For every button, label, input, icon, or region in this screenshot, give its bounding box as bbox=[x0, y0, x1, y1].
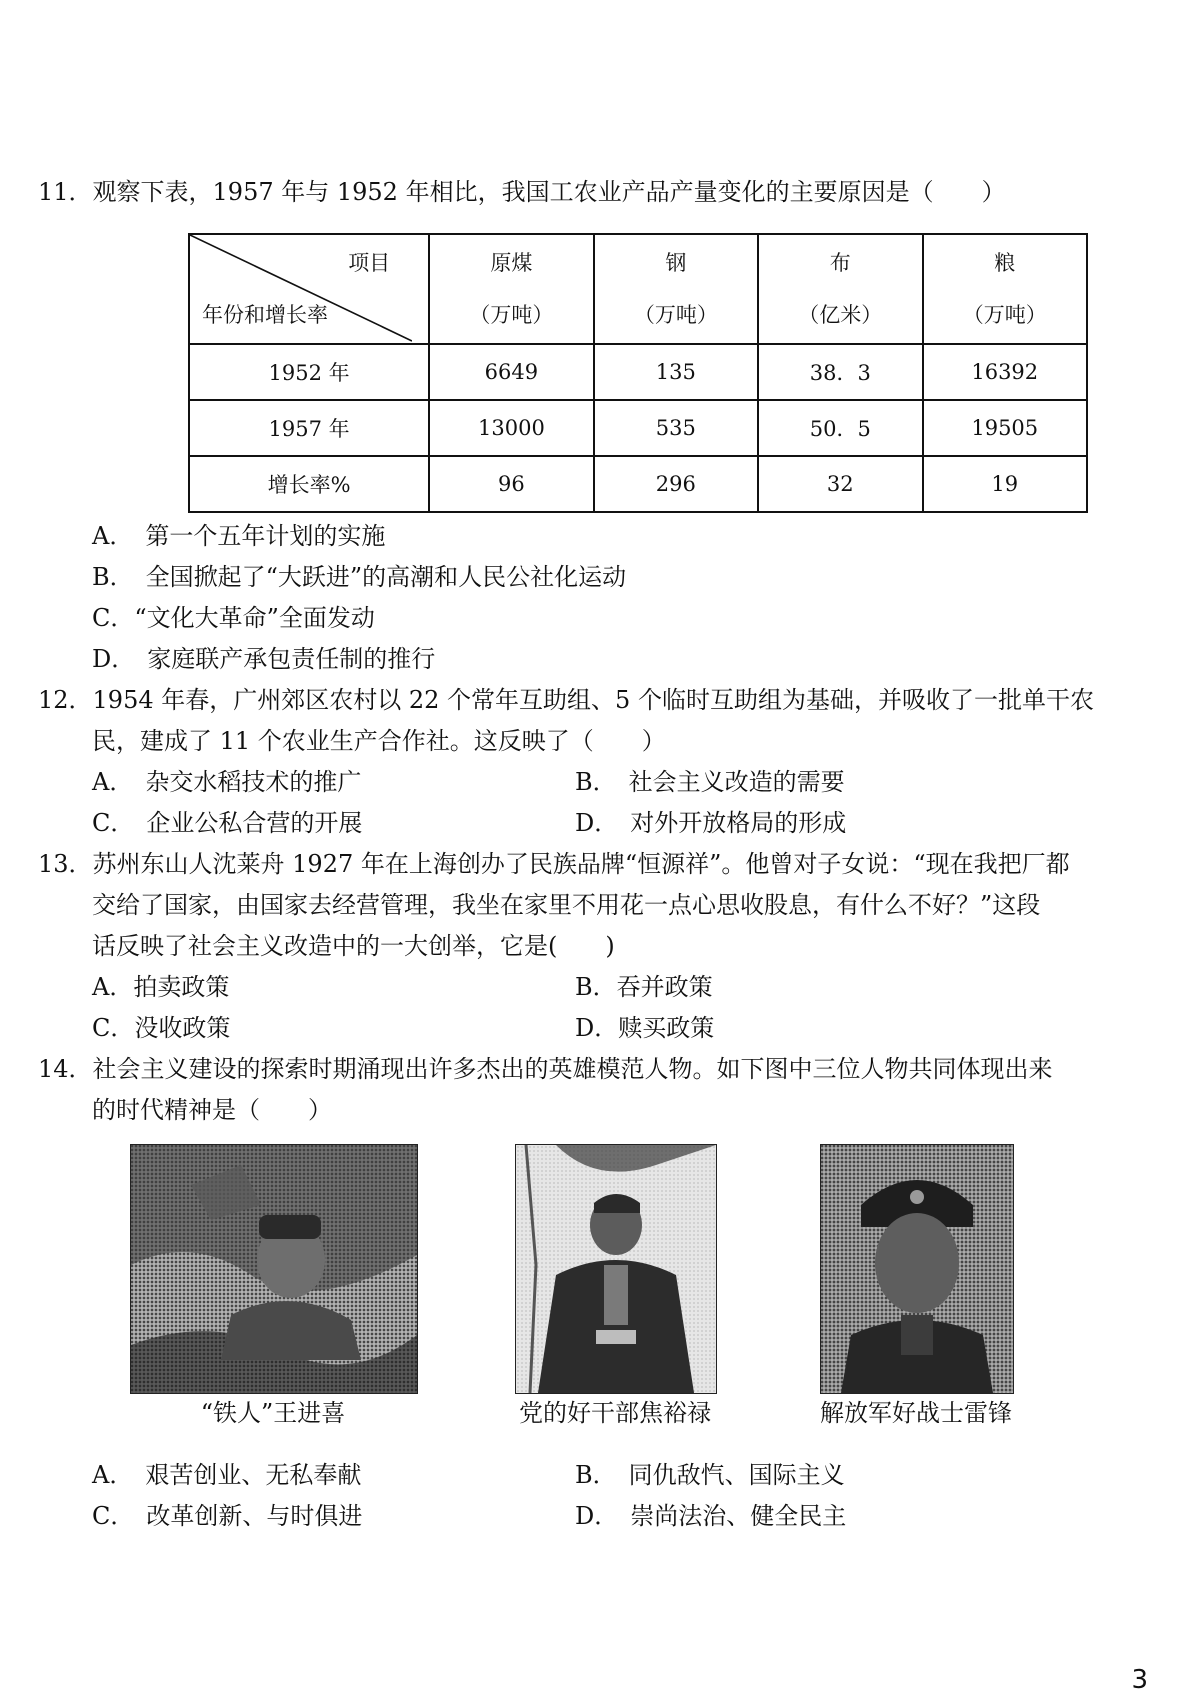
q14-option-a[interactable]: A． 艰苦创业、无私奉献 bbox=[92, 1461, 362, 1489]
table-row bbox=[189, 456, 1087, 512]
column-header: 粮 （万吨） bbox=[923, 234, 1088, 344]
corner-top-label: 项目 bbox=[348, 251, 391, 275]
column-header: 钢 （万吨） bbox=[594, 234, 758, 344]
table-cell: 19 bbox=[923, 456, 1088, 512]
q14-option-d[interactable]: D． 崇尚法治、健全民主 bbox=[575, 1502, 847, 1530]
table-cell: 535 bbox=[594, 400, 758, 456]
photo-jiao-yulu bbox=[515, 1144, 717, 1394]
q11-option-c[interactable]: C．“文化大革命”全面发动 bbox=[92, 604, 375, 632]
column-header: 布 （亿米） bbox=[758, 234, 922, 344]
q13-option-a[interactable]: A．拍卖政策 bbox=[92, 973, 230, 1001]
q11-stem: 11．观察下表，1957 年与 1952 年相比，我国工农业产品产量变化的主要原因是（ ） bbox=[38, 178, 1006, 206]
table-cell: 135 bbox=[594, 344, 758, 400]
q12-stem-line2: 民，建成了 11 个农业生产合作社。这反映了（ ） bbox=[92, 727, 666, 755]
q12-option-a[interactable]: A． 杂交水稻技术的推广 bbox=[92, 768, 362, 796]
q12-option-d[interactable]: D． 对外开放格局的形成 bbox=[575, 809, 847, 837]
table-corner-cell bbox=[189, 234, 429, 344]
q13-stem-line1: 13．苏州东山人沈莱舟 1927 年在上海创办了民族品牌“恒源祥”。他曾对子女说：“现在我把厂都 bbox=[38, 850, 1070, 878]
q14-option-b[interactable]: B． 同仇敌忾、国际主义 bbox=[575, 1461, 845, 1489]
row-label: 增长率% bbox=[189, 456, 429, 512]
q12-option-c[interactable]: C． 企业公私合营的开展 bbox=[92, 809, 363, 837]
photo-wang-jinxi bbox=[130, 1144, 418, 1394]
column-header: 原煤 （万吨） bbox=[429, 234, 593, 344]
q11-option-a[interactable]: A． 第一个五年计划的实施 bbox=[92, 522, 386, 550]
photo-lei-feng bbox=[820, 1144, 1014, 1394]
table-cell: 96 bbox=[429, 456, 593, 512]
table-cell: 16392 bbox=[923, 344, 1088, 400]
q14-stem-line2: 的时代精神是（ ） bbox=[92, 1096, 332, 1124]
q12-stem-line1: 12．1954 年春，广州郊区农村以 22 个常年互助组、5 个临时互助组为基础，并吸收了一批单干农 bbox=[38, 686, 1094, 714]
page-number: 3 bbox=[1131, 1665, 1148, 1695]
table-row bbox=[189, 400, 1087, 456]
caption-jiao-yulu: 党的好干部焦裕禄 bbox=[519, 1399, 711, 1427]
row-label: 1952 年 bbox=[189, 344, 429, 400]
table-cell: 6649 bbox=[429, 344, 593, 400]
table-cell: 50．5 bbox=[758, 400, 922, 456]
q14-option-c[interactable]: C． 改革创新、与时俱进 bbox=[92, 1502, 363, 1530]
q12-option-b[interactable]: B． 社会主义改造的需要 bbox=[575, 768, 845, 796]
caption-lei-feng: 解放军好战士雷锋 bbox=[820, 1399, 1012, 1427]
q13-option-d[interactable]: D．赎买政策 bbox=[575, 1014, 715, 1042]
q13-option-b[interactable]: B．吞并政策 bbox=[575, 973, 713, 1001]
q11-option-d[interactable]: D． 家庭联产承包责任制的推行 bbox=[92, 645, 436, 673]
corner-bottom-label: 年份和增长率 bbox=[202, 303, 328, 327]
table-cell: 296 bbox=[594, 456, 758, 512]
table-cell: 13000 bbox=[429, 400, 593, 456]
q11-option-b[interactable]: B． 全国掀起了“大跃进”的高潮和人民公社化运动 bbox=[92, 563, 627, 591]
row-label: 1957 年 bbox=[189, 400, 429, 456]
table-row bbox=[189, 344, 1087, 400]
production-table bbox=[188, 233, 1088, 513]
q14-stem-line1: 14．社会主义建设的探索时期涌现出许多杰出的英雄模范人物。如下图中三位人物共同体现出来 bbox=[38, 1055, 1053, 1083]
q13-option-c[interactable]: C．没收政策 bbox=[92, 1014, 231, 1042]
q13-stem-line2: 交给了国家，由国家去经营管理，我坐在家里不用花一点心思收股息，有什么不好？”这段 bbox=[92, 891, 1041, 919]
q13-stem-line3: 话反映了社会主义改造中的一大创举，它是( ) bbox=[92, 932, 615, 960]
caption-wang-jinxi: “铁人”王进喜 bbox=[200, 1399, 346, 1427]
table-cell: 38．3 bbox=[758, 344, 922, 400]
table-cell: 32 bbox=[758, 456, 922, 512]
table-cell: 19505 bbox=[923, 400, 1088, 456]
